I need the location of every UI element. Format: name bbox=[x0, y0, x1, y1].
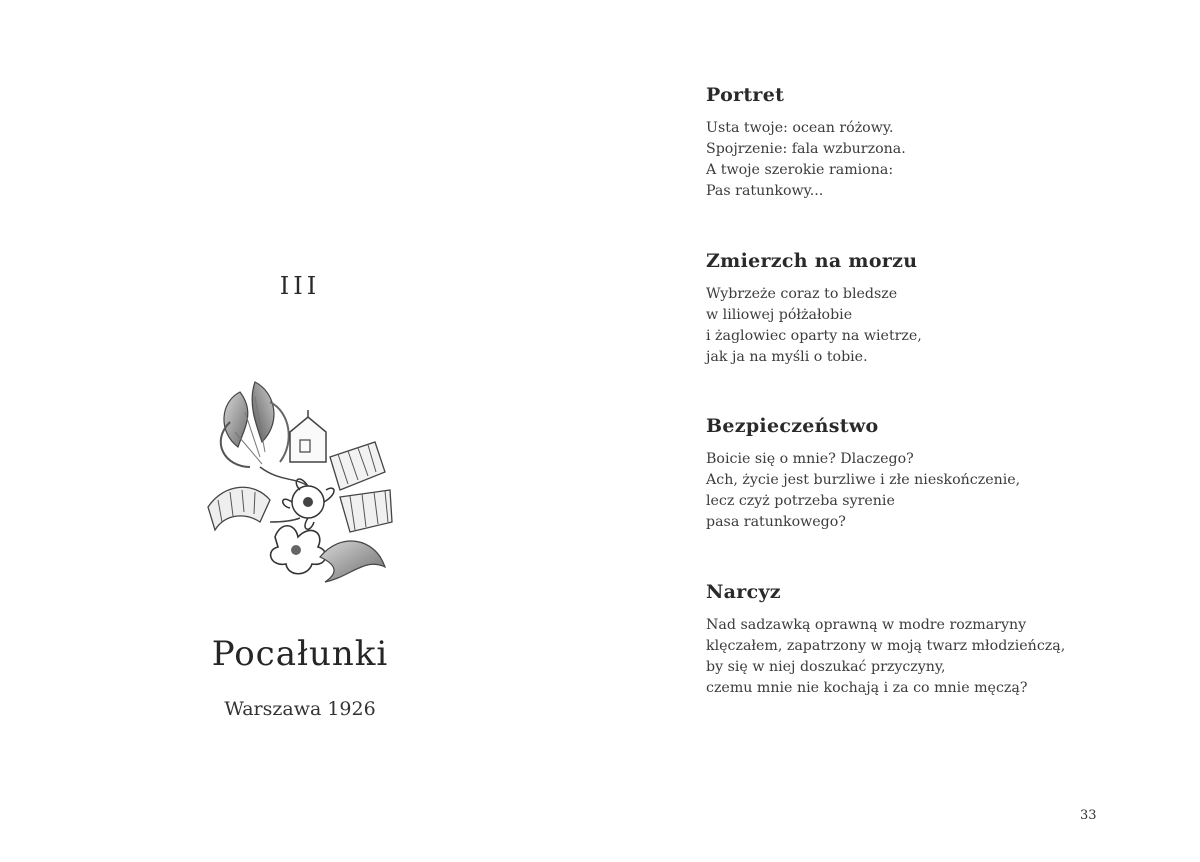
poem-zmierzch-na-morzu bbox=[706, 250, 1126, 368]
folk-cutout-ornament-icon bbox=[200, 372, 400, 584]
poem-line: lecz czyż potrzeba syrenie bbox=[706, 493, 895, 509]
poem-title: Zmierzch na morzu bbox=[706, 250, 918, 272]
page-number: 33 bbox=[1080, 808, 1097, 823]
section-numeral: III bbox=[279, 272, 321, 300]
book-subtitle: Warszawa 1926 bbox=[224, 698, 376, 720]
poem-line: i żaglowiec oparty na wietrze, bbox=[706, 328, 922, 344]
poem-line: w liliowej półżałobie bbox=[706, 307, 853, 323]
poem-line: A twoje szerokie ramiona: bbox=[706, 162, 894, 178]
poem-line: Usta twoje: ocean różowy. bbox=[706, 120, 894, 136]
poem-line: klęczałem, zapatrzony w moją twarz młodzieńczą, bbox=[706, 638, 1066, 654]
poem-line: Wybrzeże coraz to bledsze bbox=[706, 286, 898, 302]
poem-title: Portret bbox=[706, 84, 785, 106]
poem-title: Bezpieczeństwo bbox=[706, 415, 879, 437]
poem-line: Pas ratunkowy... bbox=[706, 183, 824, 199]
poem-line: by się w niej doszukać przyczyny, bbox=[706, 659, 946, 675]
poem-line: jak ja na myśli o tobie. bbox=[706, 349, 868, 365]
poem-line: pasa ratunkowego? bbox=[706, 514, 846, 530]
poem-line: Boicie się o mnie? Dlaczego? bbox=[706, 451, 914, 467]
poem-line: Ach, życie jest burzliwe i złe nieskończenie, bbox=[706, 472, 1021, 488]
book-title: Pocałunki bbox=[211, 634, 389, 674]
poem-portret bbox=[706, 84, 1126, 202]
poem-narcyz bbox=[706, 581, 1126, 699]
poem-bezpieczenstwo bbox=[706, 415, 1126, 533]
poem-title: Narcyz bbox=[706, 581, 781, 603]
poem-line: Spojrzenie: fala wzburzona. bbox=[706, 141, 906, 157]
poem-line: Nad sadzawką oprawną w modre rozmaryny bbox=[706, 617, 1027, 633]
poem-line: czemu mnie nie kochają i za co mnie męczą? bbox=[706, 680, 1028, 696]
